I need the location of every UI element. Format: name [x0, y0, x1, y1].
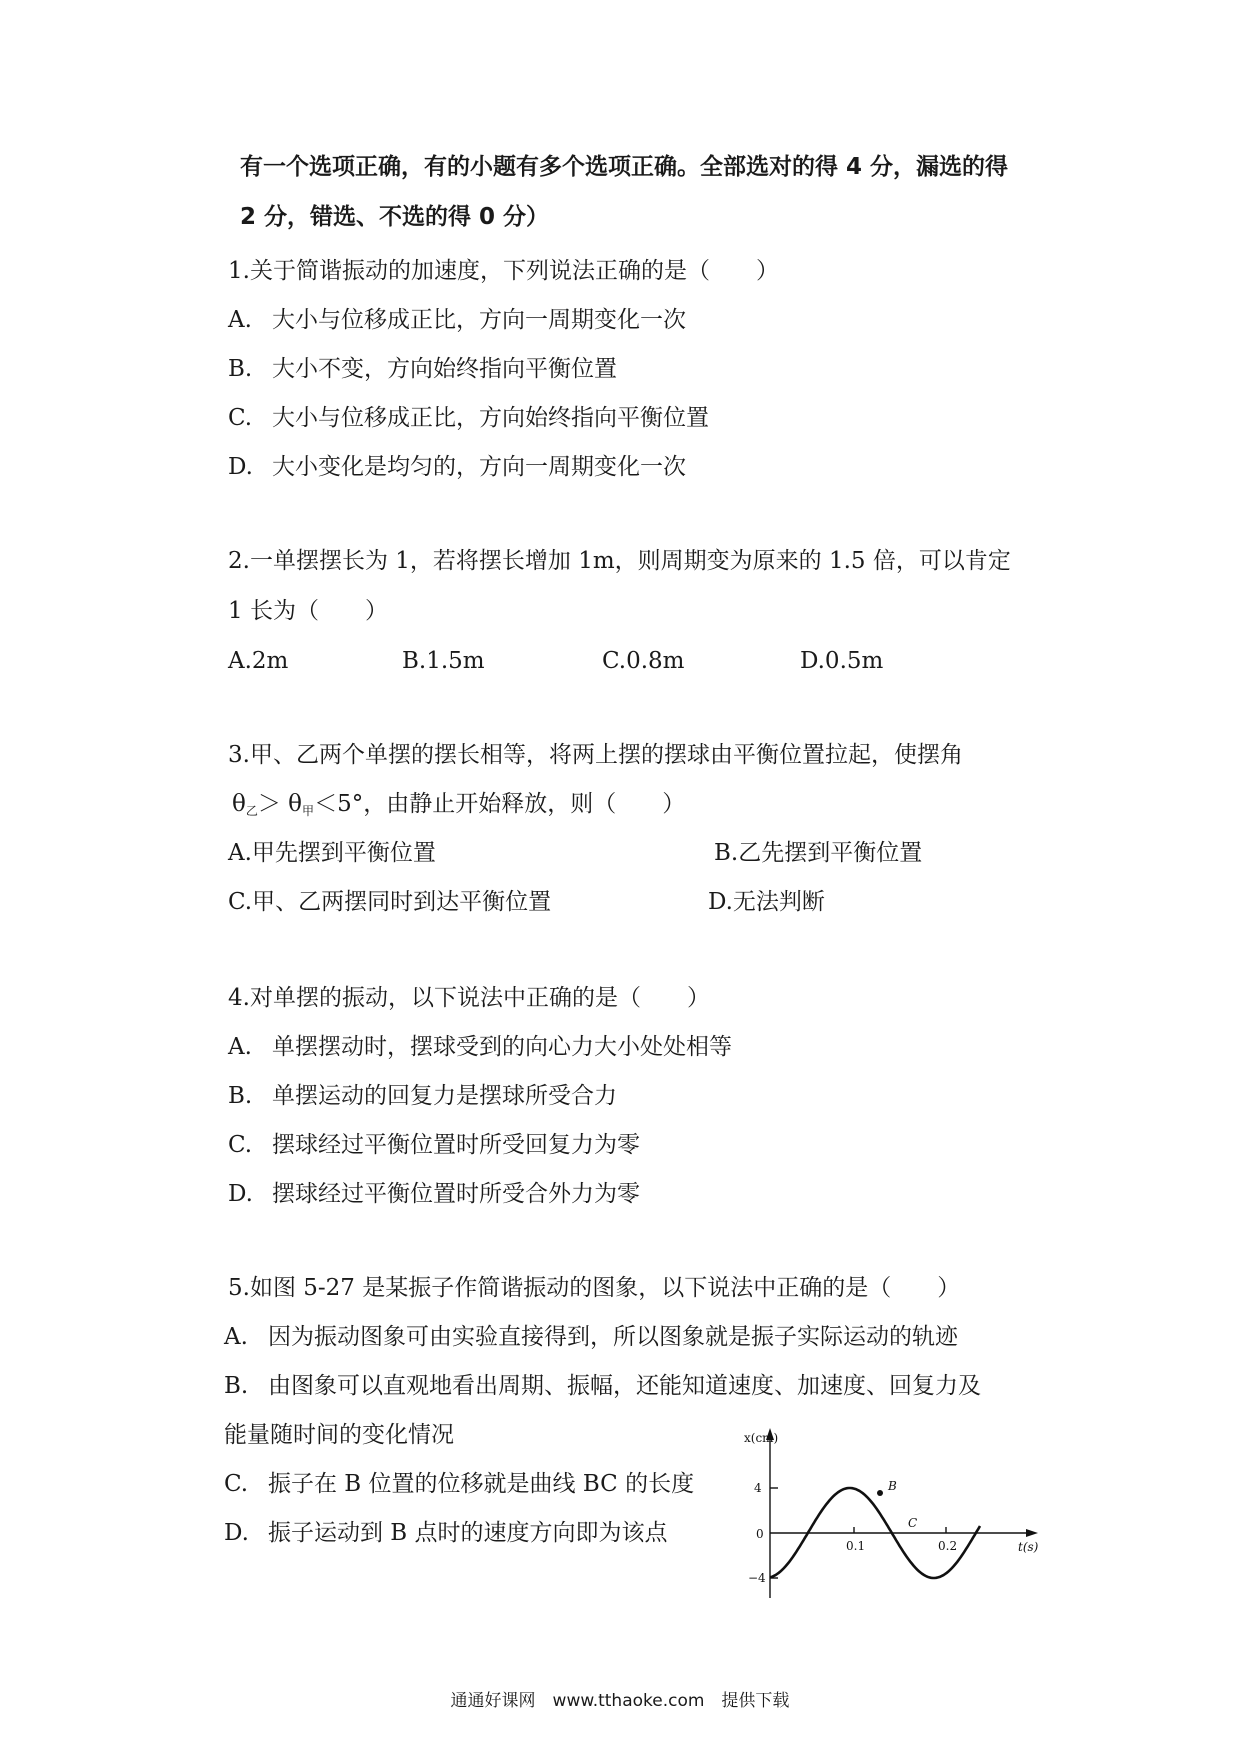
q5-option-a: [224, 1322, 958, 1352]
q5-option-b: [224, 1371, 981, 1401]
option-label: D.: [228, 454, 253, 480]
option-label: C.: [228, 405, 253, 431]
q2-stem-line-1: 2.一单摆摆长为 1，若将摆长增加 1m，则周期变为原来的 1.5 倍，可以肯定: [228, 548, 1011, 574]
option-text: 摆球经过平衡位置时所受回复力为零: [272, 1132, 640, 1158]
q4-option-a: [228, 1032, 732, 1062]
option-text: 由图象可以直观地看出周期、振幅，还能知道速度、加速度、回复力及: [268, 1373, 981, 1399]
q3-stem-line-1: 3.甲、乙两个单摆的摆长相等，将两上摆的摆球由平衡位置拉起，使摆角: [228, 742, 963, 768]
option-label: C.: [224, 1471, 249, 1497]
option-text: 单摆运动的回复力是摆球所受合力: [272, 1083, 617, 1109]
option-text: 振子在 B 位置的位移就是曲线 BC 的长度: [268, 1471, 695, 1497]
point-b-label: B: [888, 1479, 897, 1493]
y-tick-pos-label: 4: [754, 1481, 762, 1495]
q2-option-b: B.1.5m: [402, 648, 485, 674]
option-label: D.: [228, 1181, 253, 1207]
option-text: 摆球经过平衡位置时所受合外力为零: [272, 1181, 640, 1207]
q3-option-c: C.甲、乙两摆同时到达平衡位置: [228, 889, 552, 915]
y-tick-neg-label: −4: [748, 1571, 766, 1585]
q2-stem-line-2: 1 长为（ ）: [228, 598, 388, 624]
q4-option-c: [228, 1130, 640, 1160]
q3-stem-rest: ＜5°，由静止开始释放，则（ ）: [314, 791, 686, 817]
option-text: 因为振动图象可由实验直接得到，所以图象就是振子实际运动的轨迹: [268, 1324, 958, 1350]
greater-than-theta: ＞ θ: [257, 791, 303, 817]
option-label: A.: [228, 1034, 252, 1060]
option-text: 大小变化是均匀的，方向一周期变化一次: [272, 454, 686, 480]
q2-option-c: C.0.8m: [602, 648, 685, 674]
option-label: D.: [224, 1520, 249, 1546]
q3-stem-line-2: [232, 789, 685, 826]
subscript-jia: 甲: [302, 804, 315, 818]
q1-option-d: [228, 452, 686, 482]
x-axis-label: t(s): [1018, 1540, 1039, 1554]
q4-option-b: [228, 1081, 617, 1111]
q5-stem: 5.如图 5-27 是某振子作简谐振动的图象，以下说法中正确的是（ ）: [228, 1275, 961, 1301]
q3-option-d: D.无法判断: [708, 889, 825, 915]
theta-symbol: θ: [232, 791, 246, 817]
option-label: A.: [228, 307, 252, 333]
option-text: 振子运动到 B 点时的速度方向即为该点: [268, 1520, 668, 1546]
option-label: B.: [228, 1083, 253, 1109]
option-label: B.: [228, 356, 253, 382]
q1-option-c: [228, 403, 709, 433]
option-label: C.: [228, 1132, 253, 1158]
option-text: 大小与位移成正比，方向一周期变化一次: [272, 307, 686, 333]
q5-option-c: [224, 1469, 694, 1499]
subscript-yi: 乙: [245, 804, 258, 818]
x-tick-2-label: 0.2: [938, 1539, 958, 1553]
q3-option-a: A.甲先摆到平衡位置: [228, 840, 436, 866]
q3-option-b: B.乙先摆到平衡位置: [714, 840, 923, 866]
option-text: 单摆摆动时，摆球受到的向心力大小处处相等: [272, 1034, 732, 1060]
instruction-line-2: 2 分，错选、不选的得 0 分）: [240, 204, 550, 230]
x-axis-arrow: [1026, 1529, 1038, 1537]
option-label: B.: [224, 1373, 249, 1399]
q1-option-a: [228, 305, 686, 335]
q4-stem: 4.对单摆的振动，以下说法中正确的是（ ）: [228, 985, 710, 1011]
instruction-line-1: 有一个选项正确，有的小题有多个选项正确。全部选对的得 4 分，漏选的得: [240, 154, 1009, 180]
displacement-time-graph: [730, 1426, 1050, 1606]
q1-option-b: [228, 354, 617, 384]
q4-option-d: [228, 1179, 640, 1209]
option-text: 大小与位移成正比，方向始终指向平衡位置: [272, 405, 709, 431]
q2-option-a: A.2m: [228, 648, 289, 674]
point-c-label: C: [908, 1516, 918, 1530]
footer-source: 通通好课网 www.tthaoke.com 提供下载: [450, 1691, 790, 1711]
option-label: A.: [224, 1324, 248, 1350]
point-b-marker: [877, 1490, 883, 1496]
q1-stem: 1.关于简谐振动的加速度，下列说法正确的是（ ）: [228, 258, 779, 284]
option-text: 大小不变，方向始终指向平衡位置: [272, 356, 617, 382]
q5-option-b-continued: 能量随时间的变化情况: [224, 1422, 454, 1448]
x-tick-1-label: 0.1: [846, 1539, 866, 1553]
origin-label: 0: [756, 1527, 764, 1541]
y-axis-label: x(cm): [744, 1431, 779, 1445]
q2-option-d: D.0.5m: [800, 648, 884, 674]
q5-option-d: [224, 1518, 668, 1548]
